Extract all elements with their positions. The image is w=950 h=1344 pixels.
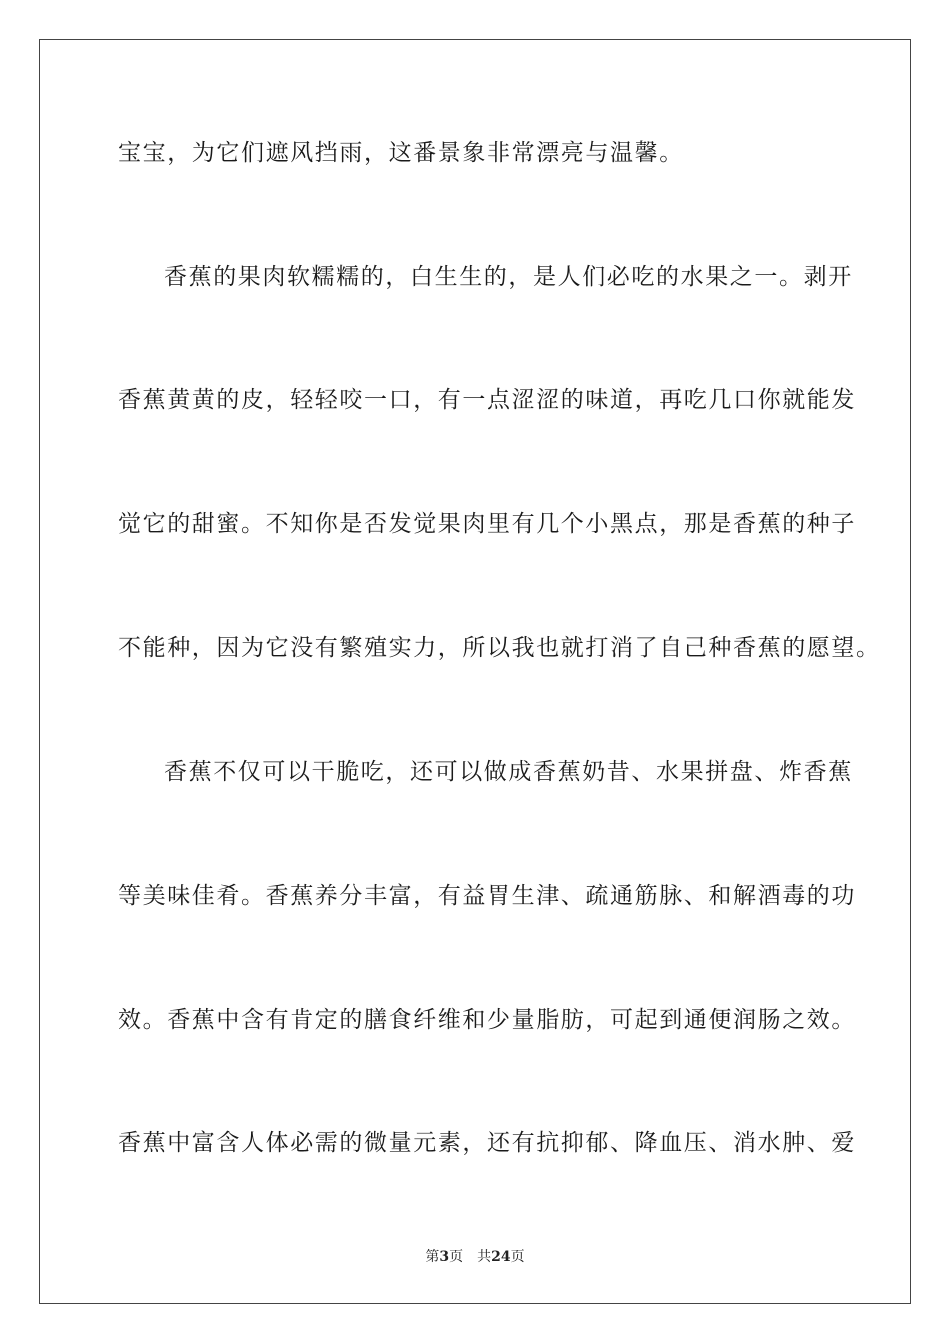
text-line-9: 香蕉中富含人体必需的微量元素，还有抗抑郁、降血压、消水肿、爱 <box>118 1130 856 1156</box>
text-line-2-paragraph-start: 香蕉的果肉软糯糯的，白生生的，是人们必吃的水果之一。剥开 <box>164 264 853 290</box>
text-line-7: 等美味佳肴。香蕉养分丰富，有益胃生津、疏通筋脉、和解酒毒的功 <box>118 883 856 909</box>
text-line-4: 觉它的甜蜜。不知你是否发觉果肉里有几个小黑点，那是香蕉的种子 <box>118 511 856 537</box>
page-suffix: 页 <box>449 1249 464 1265</box>
page-number: 3 <box>439 1249 450 1265</box>
page-prefix: 第 <box>425 1249 440 1265</box>
total-prefix: 共 <box>477 1249 492 1265</box>
page-border <box>39 39 911 1304</box>
text-line-3: 香蕉黄黄的皮，轻轻咬一口，有一点涩涩的味道，再吃几口你就能发 <box>118 387 856 413</box>
page-footer <box>0 1246 950 1266</box>
text-line-5: 不能种，因为它没有繁殖实力，所以我也就打消了自己种香蕉的愿望。 <box>118 635 881 661</box>
text-line-6-paragraph-start: 香蕉不仅可以干脆吃，还可以做成香蕉奶昔、水果拼盘、炸香蕉 <box>164 759 853 785</box>
total-pages: 24 <box>491 1249 511 1265</box>
text-line-1: 宝宝，为它们遮风挡雨，这番景象非常漂亮与温馨。 <box>118 140 684 166</box>
total-suffix: 页 <box>510 1249 525 1265</box>
text-line-8: 效。香蕉中含有肯定的膳食纤维和少量脂肪，可起到通便润肠之效。 <box>118 1007 856 1033</box>
